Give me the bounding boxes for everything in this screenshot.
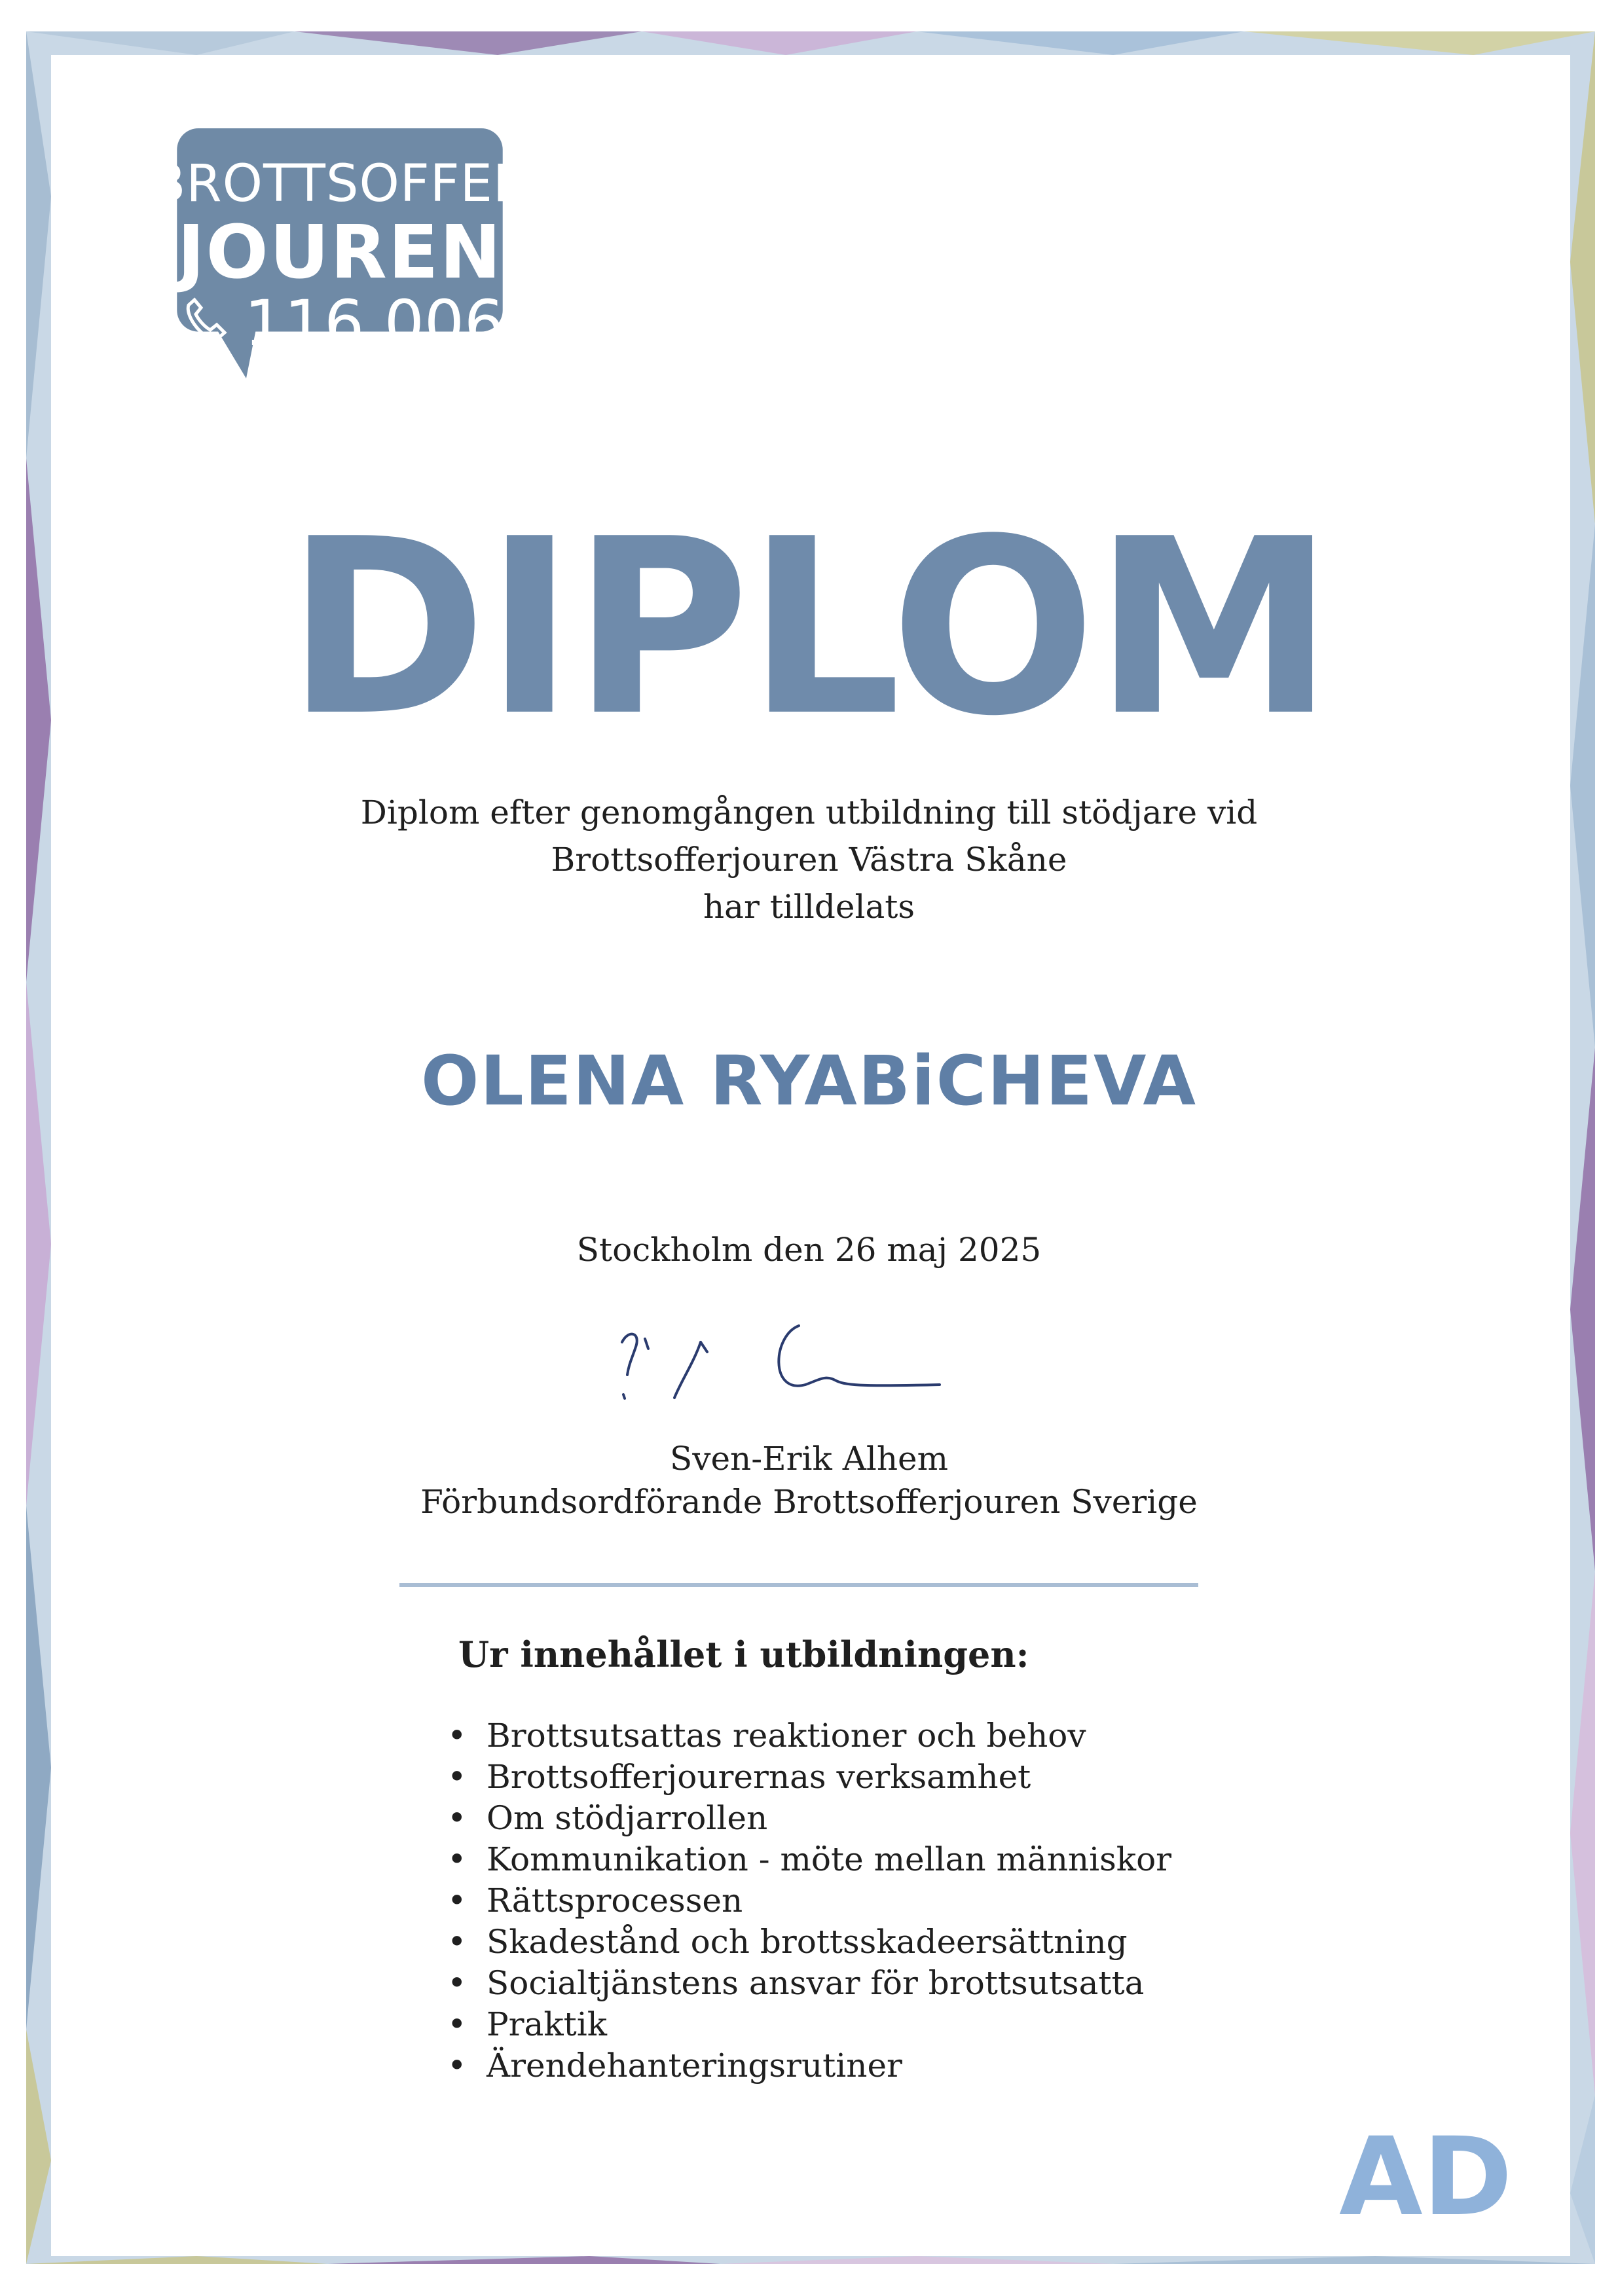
bullet: • [447, 1799, 467, 1837]
phone-icon [179, 292, 238, 351]
bullet: • [447, 1882, 467, 1920]
bullet: • [447, 2005, 467, 2043]
place-and-date: Stockholm den 26 maj 2025 [576, 1231, 1042, 1269]
intro-text [0, 789, 1618, 930]
logo-phone-number: 116 006 [244, 287, 504, 360]
list-item-text: Kommunikation - möte mellan människor [487, 1840, 1172, 1878]
divider-line [399, 1583, 1198, 1587]
list-item [447, 1880, 1171, 1922]
bullet: • [447, 1923, 467, 1961]
intro-line-1: Diplom efter genomgången utbildning till stödjare vid [360, 793, 1258, 831]
list-item [447, 1798, 1171, 1839]
list-item [447, 1839, 1171, 1880]
logo-line-brottsoffer: BROTTSOFFER [150, 155, 530, 213]
intro-line-3: har tilldelats [703, 888, 915, 926]
bullet: • [447, 1717, 467, 1755]
ad-corner-mark: AD [1339, 2114, 1513, 2240]
signer-block [0, 1437, 1618, 1523]
list-item-text: Brottsutsattas reaktioner och behov [487, 1717, 1086, 1755]
list-item [447, 2045, 1171, 2086]
topic-list [447, 1715, 1171, 2086]
bullet: • [447, 1840, 467, 1878]
signer-title: Förbundsordförande Brottsofferjouren Sverige [420, 1483, 1198, 1521]
list-item-text: Rättsprocessen [487, 1882, 743, 1920]
signer-name: Sven-Erik Alhem [669, 1440, 949, 1478]
intro-line-2: Brottsofferjouren Västra Skåne [551, 841, 1067, 879]
list-item [447, 2004, 1171, 2045]
list-item-text: Ärendehanteringsrutiner [487, 2047, 902, 2085]
list-item-text: Skadestånd och brottsskadeersättning [487, 1923, 1128, 1961]
list-item [447, 1963, 1171, 2004]
list-item-text: Om stödjarrollen [487, 1799, 768, 1837]
handwritten-signature [609, 1303, 949, 1421]
logo-text [139, 128, 540, 378]
certificate-title: DIPLOM [285, 488, 1333, 769]
bullet: • [447, 1758, 467, 1796]
recipient-name: OLENA RYABiCHEVA [421, 1041, 1197, 1121]
list-item-text: Socialtjänstens ansvar för brottsutsatta [487, 1964, 1145, 2002]
list-item [447, 1715, 1171, 1757]
logo-line-jouren: JOUREN [177, 210, 503, 295]
list-item [447, 1922, 1171, 1963]
bullet: • [447, 1964, 467, 2002]
bullet: • [447, 2047, 467, 2085]
list-item [447, 1757, 1171, 1798]
list-item-text: Brottsofferjourernas verksamhet [487, 1758, 1031, 1796]
list-item-text: Praktik [487, 2005, 608, 2043]
content-heading: Ur innehållet i utbildningen: [458, 1633, 1029, 1675]
